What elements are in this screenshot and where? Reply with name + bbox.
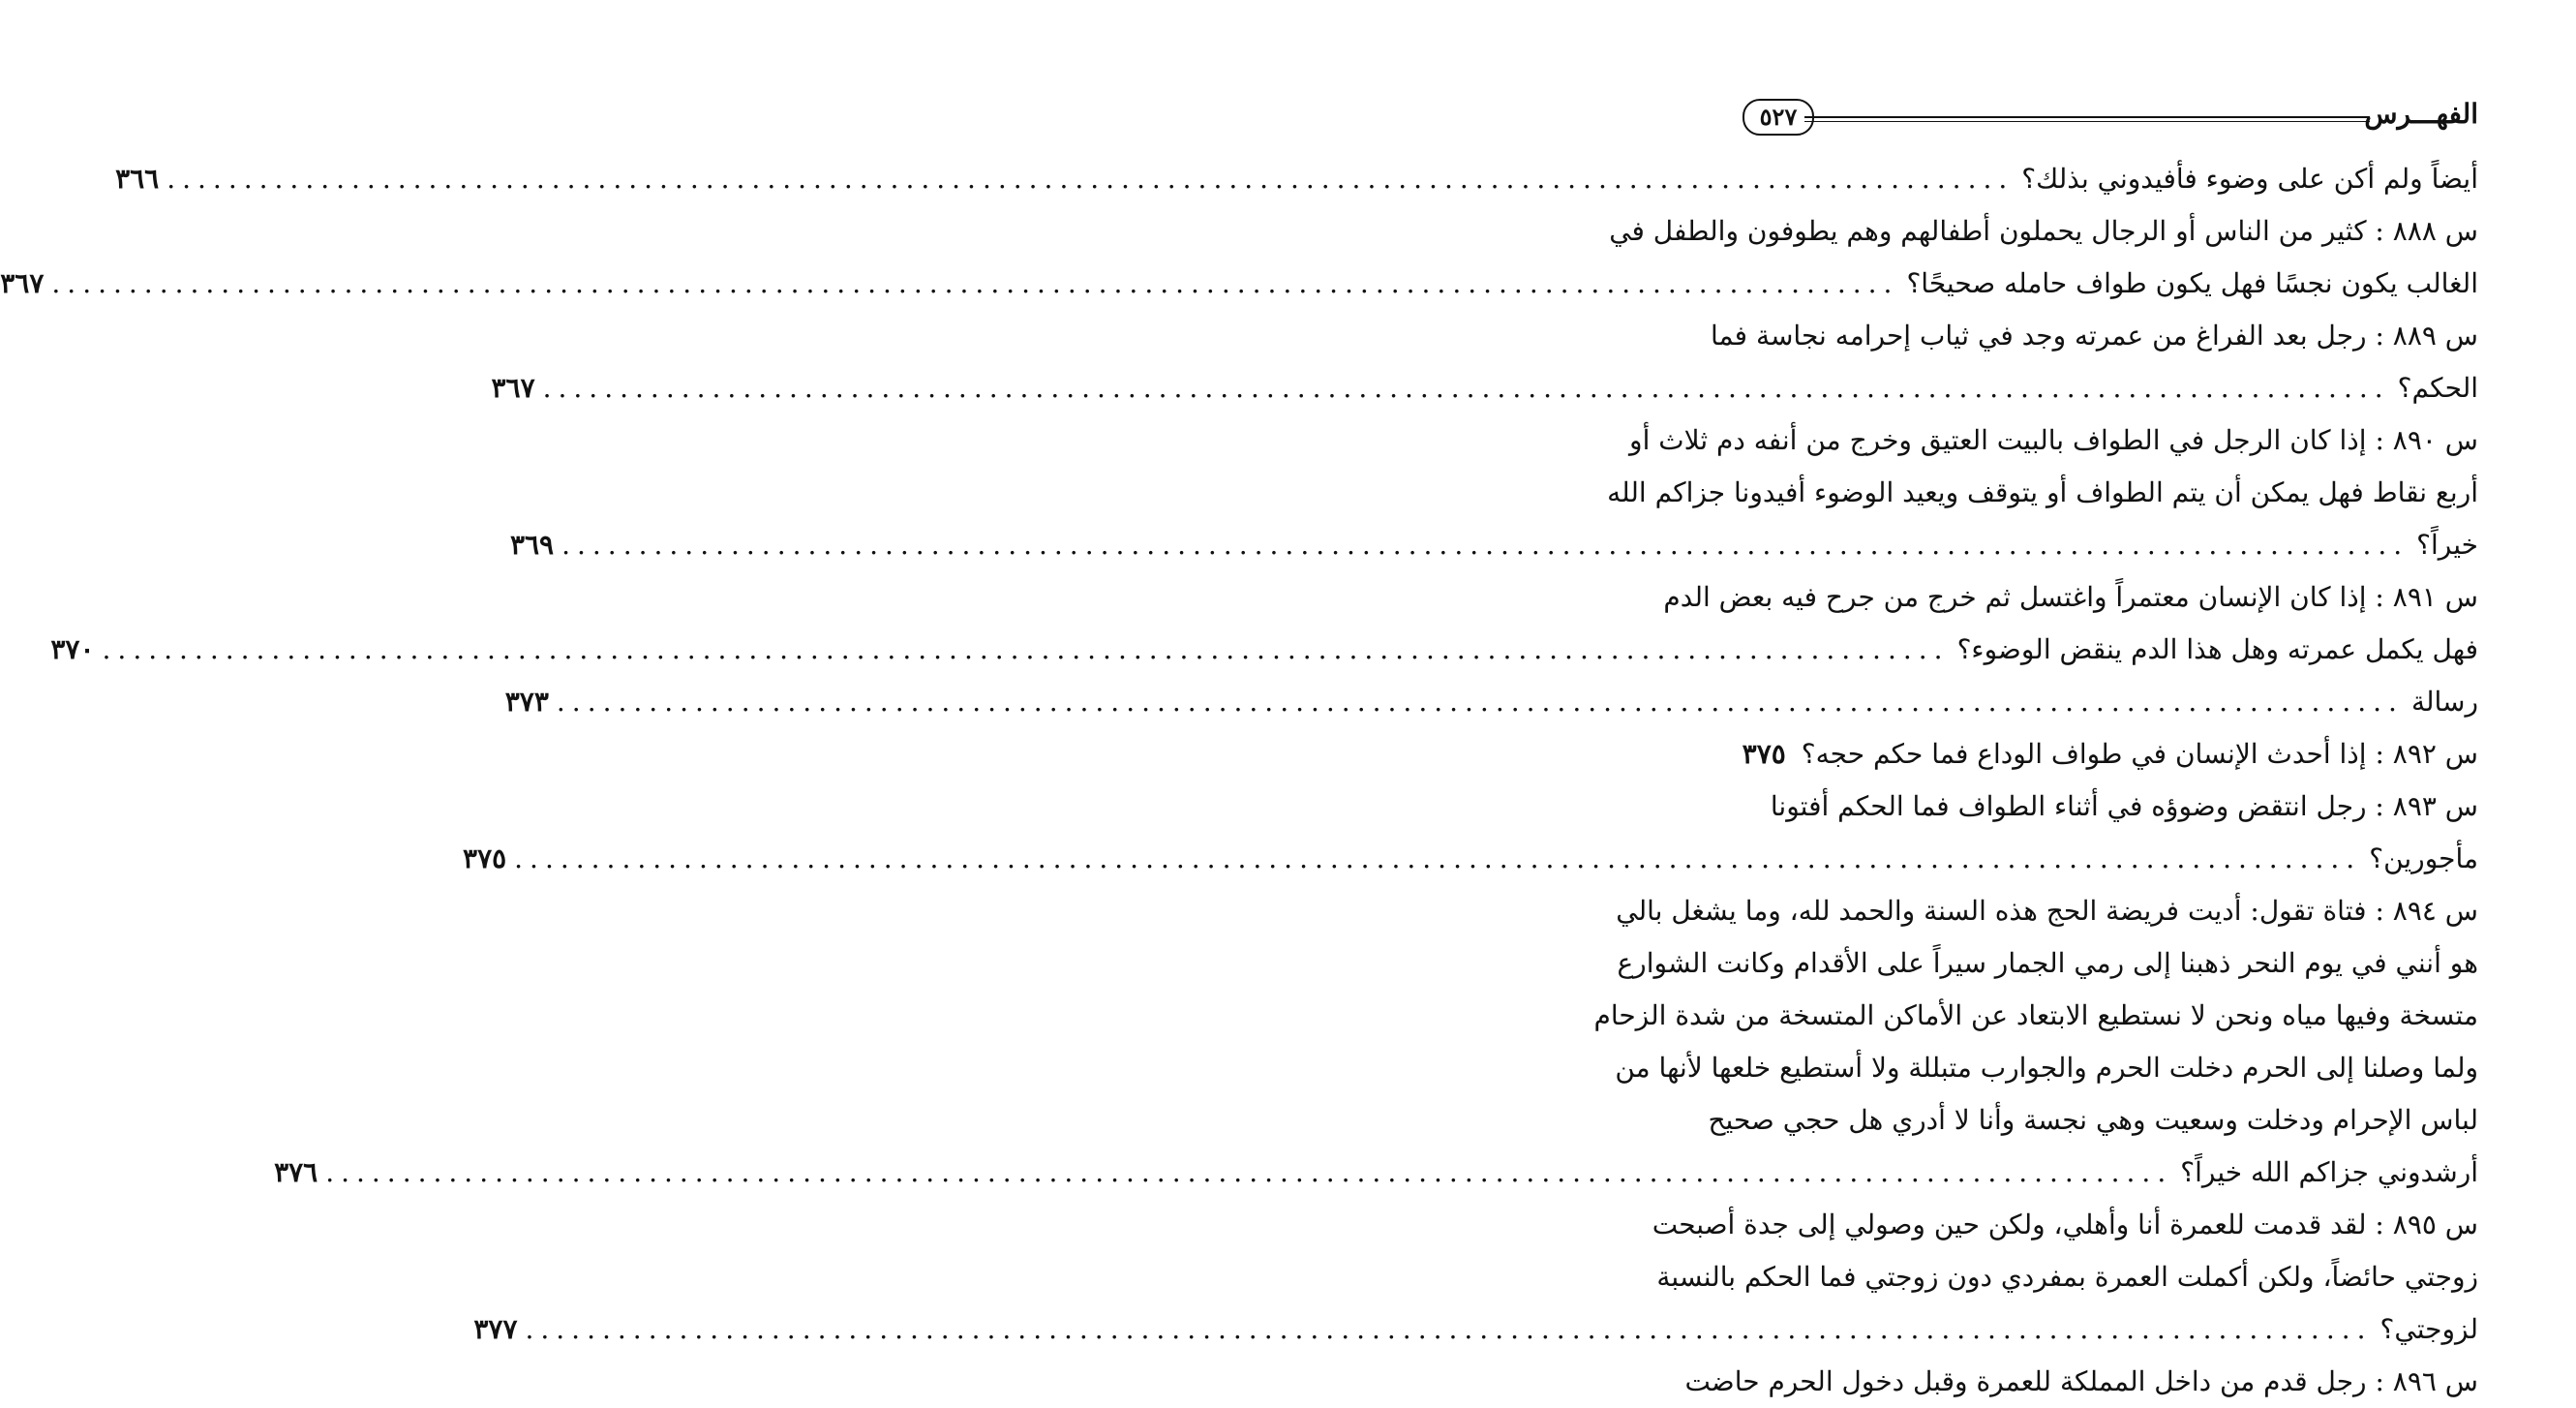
index-page-ref: ٣٦٦ [115, 163, 160, 195]
index-line [1629, 414, 2478, 467]
dot-leader: ........................................................................................................................ [51, 267, 1899, 299]
index-line-text: الغالب يكون نجسًا فهل يكون طواف حامله صحيحًا؟ [1906, 267, 2478, 299]
index-line [1616, 885, 2478, 937]
index-line [1656, 1251, 2478, 1303]
dot-leader: ........................................................................................................................ [167, 163, 2015, 195]
index-line-text: لباس الإحرام ودخلت وسعيت وهي نجسة وأنا لا أدري هل حجي صحيح [1708, 1104, 2478, 1136]
index-line [0, 258, 2478, 310]
index-page-ref: ٣٦٩ [509, 529, 555, 561]
index-line-text: س ٨٩١ : إذا كان الإنسان معتمراً واغتسل ثم خرج من جرح فيه بعض الدم [1663, 581, 2478, 613]
index-line-text: س ٨٩٦ : رجل قدم من داخل المملكة للعمرة وقبل دخول الحرم حاضت [1684, 1365, 2478, 1397]
index-line [115, 153, 2478, 205]
dot-leader: ........................................................................................................................ [542, 372, 2390, 404]
dot-leader: ........................................................................................................................ [514, 842, 2362, 874]
index-line [1609, 205, 2478, 258]
index-line-text: مأجورين؟ [2369, 842, 2478, 874]
index-line-text: س ٨٩٠ : إذا كان الرجل في الطواف بالبيت العتيق وخرج من أنفه دم ثلاث أو [1629, 424, 2478, 456]
index-list [0, 153, 2478, 1408]
dot-leader: ........................................................................................................................ [556, 686, 2404, 718]
index-line [1708, 1094, 2478, 1147]
index-line [1617, 937, 2478, 990]
index-line-text: س ٨٩٤ : فتاة تقول: أديت فريضة الحج هذه السنة والحمد لله، وما يشغل بالي [1616, 895, 2478, 927]
index-page-ref: ٣٧٣ [504, 686, 549, 718]
index-line-text: رسالة [2410, 686, 2478, 718]
index-line-text: زوجتي حائضاً، ولكن أكملت العمرة بمفردي دون زوجتي فما الحكم بالنسبة [1656, 1261, 2478, 1293]
index-line-text: لزوجتي؟ [2379, 1313, 2478, 1345]
index-line-text: ولما وصلنا إلى الحرم دخلت الحرم والجوارب متبللة ولا أستطيع خلعها لأنها من [1615, 1052, 2478, 1084]
index-page-ref: ٣٦٧ [491, 372, 535, 404]
index-line [1684, 1356, 2478, 1408]
index-line [1663, 571, 2478, 624]
dot-leader: ........................................................................................................................ [525, 1313, 2373, 1345]
index-line [1750, 781, 2478, 833]
index-line-text: س ٨٨٩ : رجل بعد الفراغ من عمرته وجد في ثياب إحرامه نجاسة فما [1710, 320, 2478, 352]
index-line [491, 362, 2478, 414]
index-line [1710, 310, 2478, 362]
index-line-text: هو أنني في يوم النحر ذهبنا إلى رمي الجمار سيراً على الأقدام وكانت الشوارع [1617, 947, 2478, 979]
index-line [50, 624, 2478, 676]
index-line [274, 1147, 2478, 1199]
index-line-text: س ٨٩٣ : رجل انتقض وضوؤه في أثناء الطواف فما الحكم أفتونا [1770, 790, 2478, 822]
header-divider [1804, 116, 2370, 122]
page-number-badge: ٥٢٧ [1743, 99, 1814, 136]
index-line-text: س ٨٨٨ : كثير من الناس أو الرجال يحملون أطفالهم وهم يطوفون والطفل في [1609, 215, 2478, 247]
index-line [504, 676, 2478, 728]
dot-leader: ........................................................................................................................ [325, 1156, 2173, 1188]
dot-leader: ........................................................................................................................ [561, 529, 2409, 561]
index-line [473, 1303, 2478, 1356]
index-line-text: الحكم؟ [2397, 372, 2478, 404]
index-line [463, 833, 2478, 885]
page-title: الفهـــرس [2364, 98, 2478, 130]
index-line-text: متسخة وفيها مياه ونحن لا نستطيع الابتعاد عن الأماكن المتسخة من شدة الزحام [1593, 999, 2478, 1031]
page-header [1743, 97, 2478, 143]
index-page-ref: ٣٧٥ [1742, 738, 1786, 770]
index-line-text: س ٨٩٥ : لقد قدمت للعمرة أنا وأهلي، ولكن حين وصولي إلى جدة أصبحت [1652, 1209, 2478, 1240]
index-page-ref: ٣٧٠ [50, 633, 95, 665]
dot-leader: ........................................................................................................................ [102, 633, 1950, 665]
index-page-ref: ٣٧٦ [274, 1156, 318, 1188]
index-line [1615, 1042, 2478, 1094]
index-line-text: س ٨٩٢ : إذا أحدث الإنسان في طواف الوداع فما حكم حجه؟ [1801, 738, 2478, 770]
index-line [1593, 990, 2478, 1042]
index-page-ref: ٣٦٧ [0, 267, 45, 299]
index-line [1607, 467, 2478, 519]
index-line [1742, 728, 2478, 781]
index-page-ref: ٣٧٧ [473, 1313, 518, 1345]
index-line-text: فهل يكمل عمرته وهل هذا الدم ينقض الوضوء؟ [1956, 633, 2478, 665]
index-line-text: أيضاً ولم أكن على وضوء فأفيدوني بذلك؟ [2021, 163, 2478, 195]
index-line-text: خيراً؟ [2416, 529, 2478, 561]
index-line-text: أربع نقاط فهل يمكن أن يتم الطواف أو يتوقف ويعيد الوضوء أفيدونا جزاكم الله [1607, 476, 2478, 508]
index-line-text: أرشدوني جزاكم الله خيراً؟ [2180, 1156, 2478, 1188]
index-line [1652, 1199, 2478, 1251]
index-page-ref: ٣٧٥ [463, 842, 507, 874]
index-line [509, 519, 2478, 571]
